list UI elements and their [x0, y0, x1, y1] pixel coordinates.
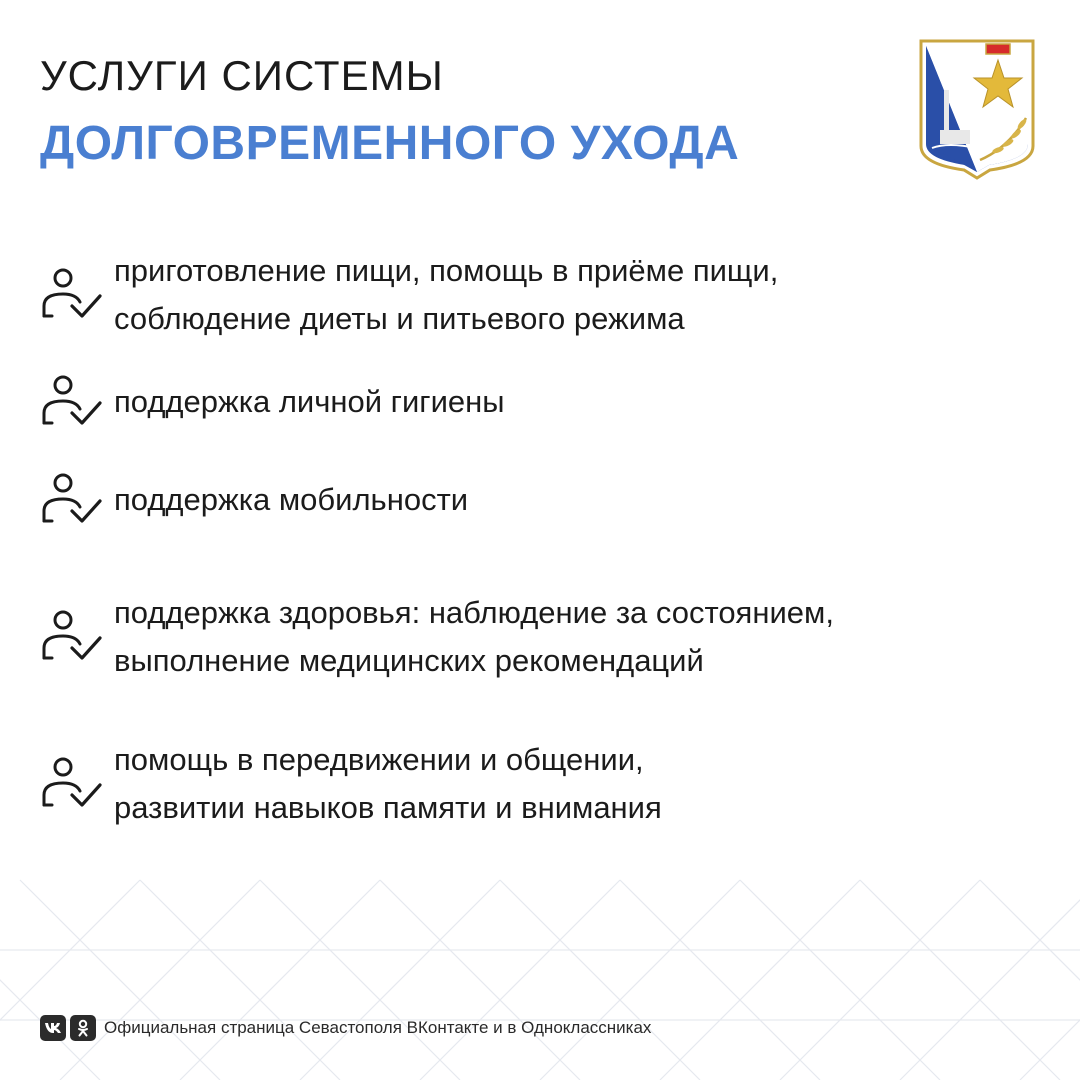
- service-text-line: поддержка мобильности: [114, 482, 469, 517]
- service-text-line: приготовление пищи, помощь в приёме пищи,: [114, 253, 779, 288]
- person-check-icon: [36, 602, 106, 672]
- footer-text: Официальная страница Севастополя ВКонтакте и в Одноклассниках: [104, 1018, 652, 1037]
- service-text-line: поддержка здоровья: наблюдение за состоянием,: [114, 595, 834, 630]
- vk-icon[interactable]: [40, 1015, 66, 1041]
- background-grid: [0, 820, 1080, 1080]
- person-check-icon: [36, 367, 106, 437]
- person-check-icon: [36, 465, 106, 535]
- page-title-line-2: ДОЛГОВРЕМЕННОГО УХОДА: [40, 117, 740, 170]
- service-item: [36, 736, 662, 832]
- person-check-icon: [36, 260, 106, 330]
- service-item: [36, 247, 778, 343]
- person-check-icon: [36, 749, 106, 819]
- odnoklassniki-icon[interactable]: [70, 1015, 96, 1041]
- service-item: [36, 589, 834, 685]
- service-text-line: помощь в передвижении и общении,: [114, 742, 644, 777]
- service-item: [36, 367, 505, 437]
- footer: [40, 1015, 651, 1041]
- sevastopol-coat-of-arms-icon: [918, 38, 1036, 180]
- service-text-line: выполнение медицинских рекомендаций: [114, 643, 704, 678]
- service-text-line: развитии навыков памяти и внимания: [114, 790, 662, 825]
- service-text-line: поддержка личной гигиены: [114, 384, 505, 419]
- service-item: [36, 465, 468, 535]
- service-text-line: соблюдение диеты и питьевого режима: [114, 301, 685, 336]
- page-title-line-1: УСЛУГИ СИСТЕМЫ: [40, 52, 444, 99]
